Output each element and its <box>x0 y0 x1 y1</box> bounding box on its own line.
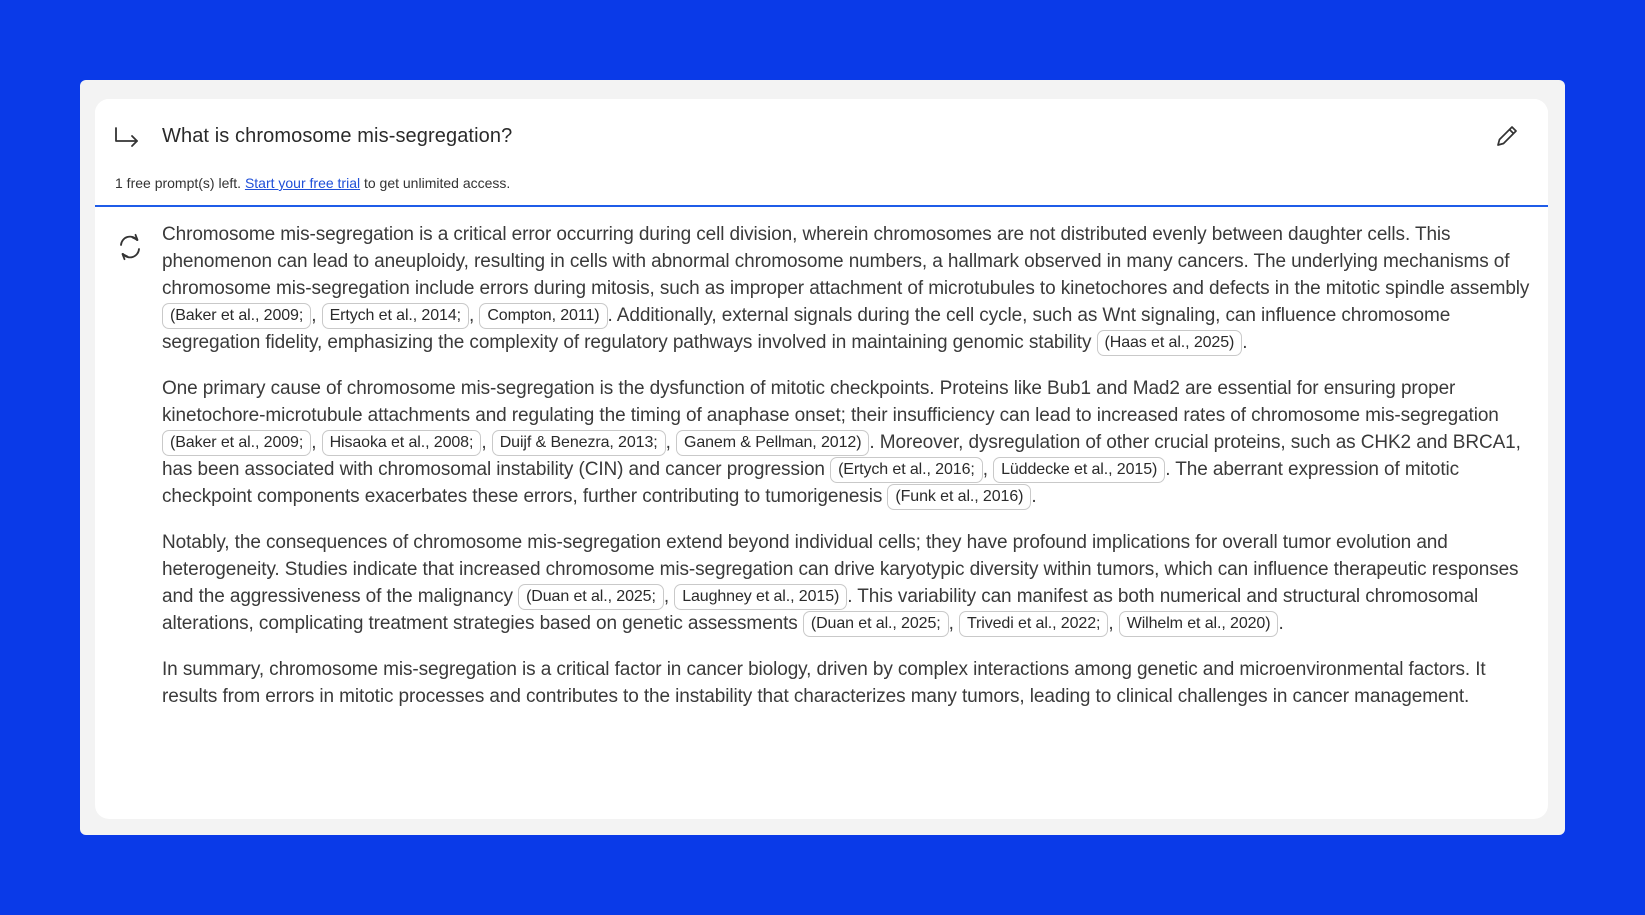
citation-separator: , <box>948 613 959 634</box>
citation-chip[interactable]: (Baker et al., 2009; <box>162 303 311 329</box>
answer-text: . Additionally, external signals during the cell cycle, such as Wnt signaling, can influence chromosome segregation fidelity, emphasizing the complexity of regulatory pathways involved in maintaining genomic stability <box>162 305 1451 353</box>
answer-text: Chromosome mis-segregation is a critical error occurring during cell division, wherein chromosomes are not distributed evenly between daughter cells. This phenomenon can lead to aneuploidy, resulting in cells with abnormal chromosome numbers, a hallmark observed in many cancers. The underlying mechanisms of chromosome mis-segregation include errors during mitosis, such as improper attachment of microtubules to kinetochores and defects in the mitotic spindle assembly <box>162 224 1530 299</box>
citation-separator: , <box>311 432 322 453</box>
citation-chip[interactable]: Laughney et al., 2015) <box>674 584 847 610</box>
answer-text: In summary, chromosome mis-segregation is a critical factor in cancer biology, driven by complex interactions among genetic and microenvironmental factors. It results from errors in mitotic processes and contributes to the instability that characterizes many tumors, leading to clinical challenges in cancer management. <box>162 659 1486 707</box>
citation-chip[interactable]: (Duan et al., 2025; <box>803 611 949 637</box>
citation-separator: , <box>665 432 676 453</box>
free-suffix: to get unlimited access. <box>360 175 511 191</box>
citation-separator: , <box>311 305 322 326</box>
free-prompt-notice <box>115 175 510 191</box>
answer-text: . <box>1242 332 1248 353</box>
citation-separator: , <box>982 459 994 480</box>
citation-chip[interactable]: Trivedi et al., 2022; <box>959 611 1108 637</box>
citation-chip[interactable]: Compton, 2011) <box>479 303 607 329</box>
citation-chip[interactable]: Lüddecke et al., 2015) <box>993 457 1165 483</box>
citation-separator: , <box>1108 613 1119 634</box>
citation-chip[interactable]: Duijf & Benezra, 2013; <box>492 430 666 456</box>
refresh-icon[interactable] <box>117 233 143 261</box>
answer-paragraph-3 <box>162 529 1532 637</box>
citation-chip[interactable]: (Haas et al., 2025) <box>1097 330 1243 356</box>
citation-chip[interactable]: (Duan et al., 2025; <box>518 584 664 610</box>
question-text: What is chromosome mis-segregation? <box>162 125 513 147</box>
citation-chip[interactable]: Hisaoka et al., 2008; <box>322 430 482 456</box>
free-prefix: 1 free prompt(s) left. <box>115 175 245 191</box>
answer-body <box>162 221 1532 729</box>
citation-separator: , <box>481 432 492 453</box>
chat-card <box>95 99 1548 819</box>
citation-chip[interactable]: (Funk et al., 2016) <box>887 484 1031 510</box>
reply-arrow-icon <box>113 125 141 149</box>
citation-separator: , <box>663 586 675 607</box>
answer-text: . The aberrant expression of mitotic checkpoint components exacerbates these errors, further contributing to tumorigenesis <box>162 459 1460 507</box>
citation-chip[interactable]: Ganem & Pellman, 2012) <box>676 430 869 456</box>
answer-text: . <box>1031 486 1037 507</box>
citation-chip[interactable]: Wilhelm et al., 2020) <box>1119 611 1279 637</box>
answer-paragraph-2 <box>162 375 1532 510</box>
answer-text: . This variability can manifest as both numerical and structural chromosomal alterations, complicating treatment strategies based on genetic assessments <box>162 586 1479 634</box>
start-trial-link[interactable]: Start your free trial <box>244 175 361 191</box>
answer-text: One primary cause of chromosome mis-segregation is the dysfunction of mitotic checkpoints. Proteins like Bub1 and Mad2 are essential for ensuring proper kinetochore-microtubule attachments and regulating the timing of anaphase onset; their insufficiency can lead to increased rates of chromosome mis-segregation <box>162 378 1499 426</box>
answer-text: Notably, the consequences of chromosome mis-segregation extend beyond individual cells; they have profound implications for overall tumor evolution and heterogeneity. Studies indicate that increased chromosome mis-segregation can drive karyotypic diversity within tumors, which can influence therapeutic responses and the aggressiveness of the malignancy <box>162 532 1519 607</box>
answer-paragraph-4 <box>162 656 1532 710</box>
outer-panel <box>80 80 1565 835</box>
answer-text: . Moreover, dysregulation of other crucial proteins, such as CHK2 and BRCA1, has been associated with chromosomal instability (CIN) and cancer progression <box>162 432 1521 480</box>
citation-chip[interactable]: (Baker et al., 2009; <box>162 430 311 456</box>
prompt-row <box>95 99 1548 207</box>
answer-paragraph-1 <box>162 221 1532 356</box>
pencil-icon[interactable] <box>1494 123 1520 149</box>
citation-chip[interactable]: Ertych et al., 2014; <box>322 303 469 329</box>
citation-chip[interactable]: (Ertych et al., 2016; <box>830 457 983 483</box>
answer-text: . <box>1278 613 1284 634</box>
citation-separator: , <box>468 305 480 326</box>
